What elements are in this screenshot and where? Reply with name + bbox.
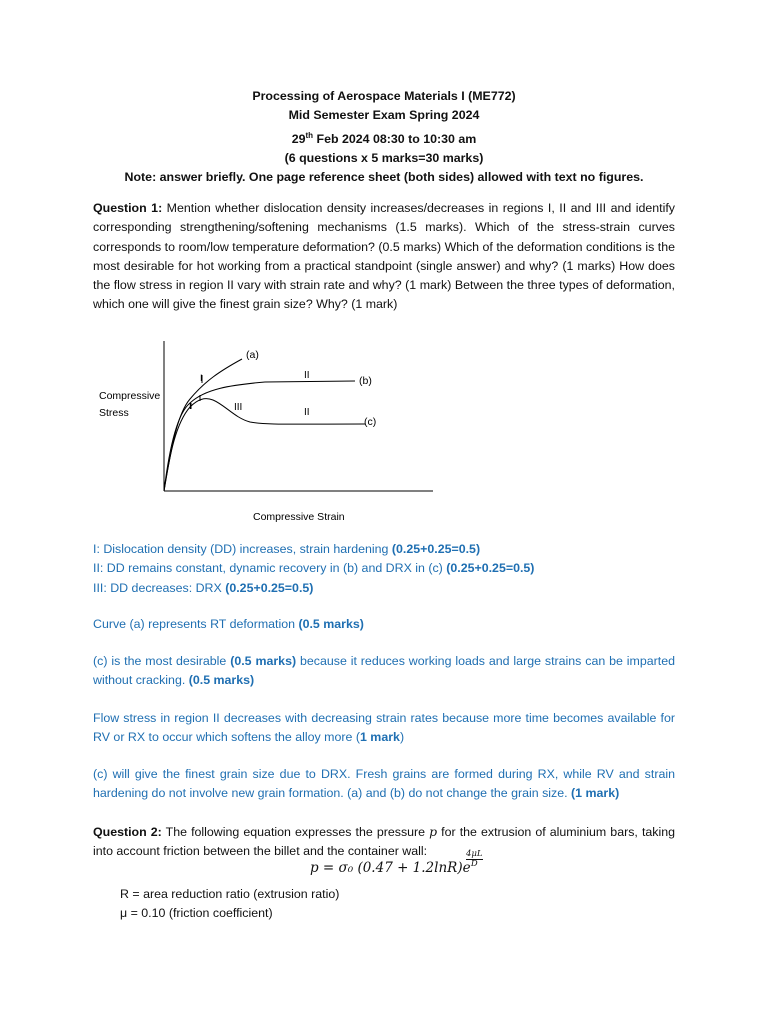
label-b: (b) (359, 375, 372, 387)
y-label-line1: Compressive (99, 390, 161, 402)
answer-most-desirable: (c) is the most desirable (0.5 marks) because it reduces working loads and large strains can be imparted without cracking. (0.5 marks) (93, 654, 676, 688)
answer-region-I: I: Dislocation density (DD) increases, strain hardening (0.25+0.25=0.5) (93, 542, 481, 556)
answer-rt-deformation: Curve (a) represents RT deformation (0.5 marks) (93, 617, 364, 631)
answer-region-III: III: DD decreases: DRX (0.25+0.25=0.5) (93, 580, 314, 595)
exam-date: 29th Feb 2024 08:30 to 10:30 am (291, 130, 477, 146)
region-II-lower: II (304, 407, 310, 418)
region-III: III (234, 402, 243, 413)
label-c: (c) (364, 416, 377, 428)
answer-regions (93, 540, 675, 598)
stress-strain-figure (90, 333, 450, 533)
exam-title: Mid Semester Exam Spring 2024 (288, 108, 480, 123)
equation-exponent: 4μL D (466, 849, 483, 869)
question-1-text: Mention whether dislocation density increases/decreases in regions I, II and III and identify corresponding strengthening/softening mechanisms (1.5 marks). Which of the stress-strain curves corresponds to room/low temperature deformation? (0.5 marks) Which of the deformation conditions is the most desirable for hot working from a practical standpoint (single answer) and why? (1 marks) How does the flow stress in region II vary with strain rate and why? (1 mark) Between the three types of deformation, which one will give the finest grain size? Why? (1 mark) (93, 201, 675, 312)
exam-note: Note: answer briefly. One page reference sheet (both sides) allowed with text no figures. (124, 170, 644, 185)
variable-R: R = area reduction ratio (extrusion ratio) (120, 887, 340, 901)
exam-header (93, 87, 675, 188)
answer-flow-stress: Flow stress in region II decreases with decreasing strain rates because more time becomes available for RV or RX to occur which softens the alloy more (1 mark) (93, 711, 675, 745)
curve-b (164, 381, 355, 491)
region-I-a: I (200, 373, 203, 383)
question-1 (93, 199, 675, 315)
variable-mu: μ = 0.10 (friction coefficient) (120, 906, 273, 920)
course-title: Processing of Aerospace Materials I (ME772) (252, 89, 516, 103)
question-2-label: Question 2: (93, 825, 162, 839)
region-II-upper: II (304, 370, 310, 381)
answer-grain-size: (c) will give the finest grain size due to DRX. Fresh grains are formed during RX, while RV and strain hardening do not involve new grain formation. (a) and (b) do not change the grain size. (1 mark) (93, 767, 675, 801)
question-1-label: Question 1: (93, 201, 163, 215)
question-2: Question 2: The following equation expresses the pressure p for the extrusion of aluminium bars, taking into account friction between the billet and the container wall: (93, 824, 676, 859)
answer-region-II: II: DD remains constant, dynamic recovery in (b) and DRX in (c) (0.25+0.25=0.5) (93, 561, 535, 576)
x-label: Compressive Strain (253, 511, 345, 523)
label-a: (a) (246, 349, 259, 361)
y-label-line2: Stress (99, 407, 129, 419)
curve-c (164, 399, 365, 491)
marks-summary: (6 questions x 5 marks=30 marks) (284, 151, 484, 166)
region-I-c: I (189, 401, 192, 411)
extrusion-equation: p = σ₀ (0.47 + 1.2lnR)e 4μL D (310, 849, 483, 876)
curve-a (164, 359, 242, 491)
stress-strain-diagram (90, 333, 450, 533)
